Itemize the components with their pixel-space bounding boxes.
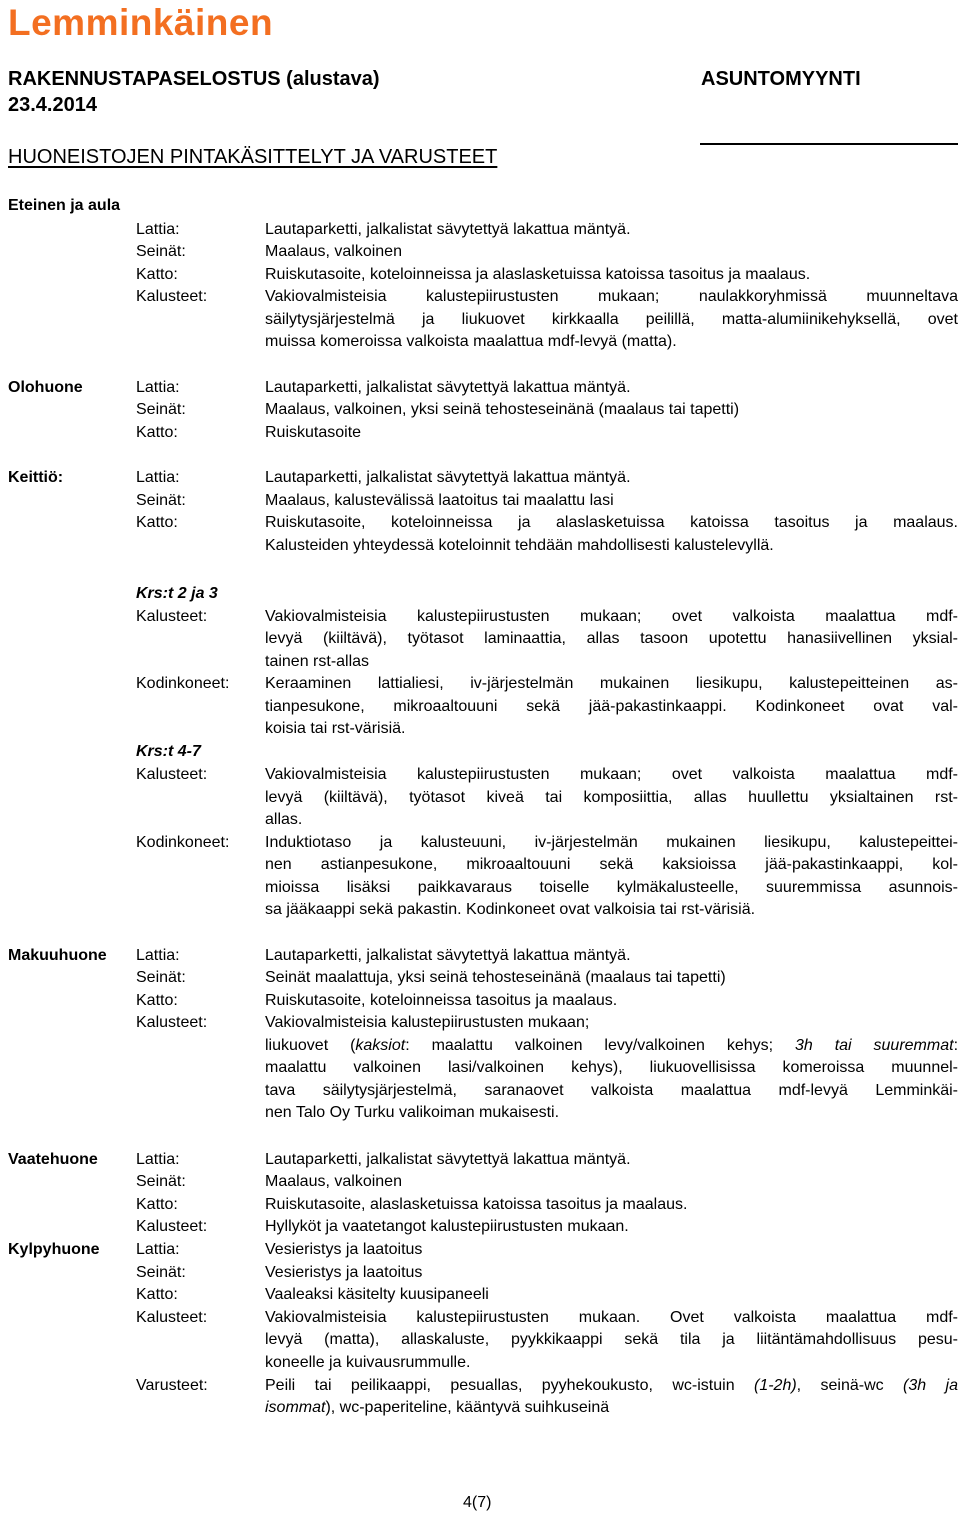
- value-katto: Ruiskutasoite, koteloinneissa tasoitus ja maalaus.: [265, 992, 618, 1009]
- value-kalusteet-line: koneelle ja kuivausrummulle.: [265, 1354, 471, 1371]
- label-lattia: Lattia:: [136, 947, 180, 964]
- value-kodinkoneet-line: mioissa lisäksi paikkavaraus toiselle kylmäkalusteelle, suuremmissa asunnois-: [265, 879, 958, 896]
- room-name-olohuone: Olohuone: [8, 379, 83, 396]
- value-kalusteet-line: Vakiovalmisteisia kalustepiirustusten mukaan; ovet valkoista maalattua mdf-: [265, 766, 958, 783]
- text-run-italic: isommat: [265, 1399, 326, 1416]
- value-katto-line: Ruiskutasoite, koteloinneissa ja alaslasketuissa katoissa tasoitus ja maalaus.: [265, 514, 958, 531]
- value-kalusteet-line: maalattu valkoinen lasi/valkoinen kehys), liukuovellisissa komeroissa muunnel-: [265, 1059, 958, 1076]
- label-seinat: Seinät:: [136, 1173, 186, 1190]
- section-title: HUONEISTOJEN PINTAKÄSITTELYT JA VARUSTEET: [8, 146, 498, 168]
- document-date: 23.4.2014: [8, 94, 97, 116]
- label-katto: Katto:: [136, 1286, 178, 1303]
- company-logo: Lemminkäinen: [8, 2, 274, 43]
- value-kalusteet-line: levyä (kiiltävä), työtasot kiveä tai komposiittia, allas huullettu yksialtainen rst-: [265, 789, 958, 806]
- label-kalusteet: Kalusteet:: [136, 1309, 208, 1326]
- value-varusteet-line: [265, 1397, 609, 1419]
- value-kalusteet: Hyllyköt ja vaatetangot kalustepiirustusten mukaan.: [265, 1218, 629, 1235]
- page-number: 4(7): [463, 1494, 492, 1511]
- value-kodinkoneet-line: koisia tai rst-värisiä.: [265, 720, 406, 737]
- value-kodinkoneet-line: sa jääkaappi sekä pakastin. Kodinkoneet ovat valkoisia tai rst-värisiä.: [265, 901, 756, 918]
- value-kalusteet-line: Vakiovalmisteisia kalustepiirustusten mukaan; ovet valkoista maalattua mdf-: [265, 608, 958, 625]
- value-lattia: Vesieristys ja laatoitus: [265, 1241, 423, 1258]
- value-kalusteet-line: allas.: [265, 811, 303, 828]
- value-katto-line: Kalusteiden yhteydessä koteloinnit tehdään mahdollisesti kalustelevyllä.: [265, 537, 774, 554]
- label-katto: Katto:: [136, 266, 178, 283]
- label-lattia: Lattia:: [136, 1151, 180, 1168]
- document-category: ASUNTOMYYNTI: [701, 68, 861, 90]
- label-seinat: Seinät:: [136, 1264, 186, 1281]
- value-seinat: Maalaus, valkoinen: [265, 243, 402, 260]
- text-run: ), wc-paperiteline, kääntyvä suihkuseinä: [325, 1399, 610, 1416]
- text-run-italic: kaksiot: [355, 1037, 406, 1054]
- value-kalusteet-line: tava säilytysjärjestelmä, saranaovet valkoista maalattua mdf-levyä Lemminkäi-: [265, 1082, 958, 1099]
- value-katto: Ruiskutasoite, koteloinneissa ja alaslasketuissa katoissa tasoitus ja maalaus.: [265, 266, 811, 283]
- value-varusteet-line: [265, 1375, 958, 1397]
- label-katto: Katto:: [136, 514, 178, 531]
- room-name-eteinen: Eteinen ja aula: [8, 197, 121, 214]
- value-kodinkoneet-line: tianpesukone, mikroaaltouuni sekä jää-pakastinkaappi. Kodinkoneet ovat val-: [265, 698, 958, 715]
- label-lattia: Lattia:: [136, 379, 180, 396]
- floor-group-heading: Krs:t 4-7: [136, 743, 201, 760]
- room-name-kylpyhuone: Kylpyhuone: [8, 1241, 100, 1258]
- value-kodinkoneet-line: nen astianpesukone, mikroaaltouuni sekä kaksioissa jää-pakastinkaappi, kol-: [265, 856, 958, 873]
- label-katto: Katto:: [136, 1196, 178, 1213]
- value-kalusteet-line: Vakiovalmisteisia kalustepiirustusten mukaan. Ovet valkoista maalattua mdf-: [265, 1309, 958, 1326]
- text-run: :: [953, 1037, 959, 1054]
- label-katto: Katto:: [136, 992, 178, 1009]
- value-seinat: Maalaus, valkoinen, yksi seinä tehosteseinänä (maalaus tai tapetti): [265, 401, 740, 418]
- text-run: , seinä-wc: [796, 1377, 904, 1394]
- label-seinat: Seinät:: [136, 492, 186, 509]
- value-kalusteet-line: [265, 1035, 958, 1057]
- value-seinat: Maalaus, valkoinen: [265, 1173, 402, 1190]
- label-seinat: Seinät:: [136, 969, 186, 986]
- value-lattia: Lautaparketti, jalkalistat sävytettyä lakattua mäntyä.: [265, 221, 631, 238]
- value-kalusteet-line: säilytysjärjestelmä ja liukuovet kirkkaalla peilillä, matta-alumiinikehyksellä, ovet: [265, 311, 958, 328]
- value-katto: Vaaleaksi käsitelty kuusipaneeli: [265, 1286, 489, 1303]
- value-kalusteet-line: levyä (matta), allaskaluste, pyykkikaappi sekä tila ja liitäntämahdollisuus pesu-: [265, 1331, 958, 1348]
- value-kodinkoneet-line: Induktiotaso ja kalusteuuni, iv-järjestelmän mukainen liesikupu, kalustepeittei-: [265, 834, 958, 851]
- value-katto: Ruiskutasoite, alaslasketuissa katoissa tasoitus ja maalaus.: [265, 1196, 688, 1213]
- room-name-makuuhuone: Makuuhuone: [8, 947, 107, 964]
- label-seinat: Seinät:: [136, 243, 186, 260]
- text-run: : maalattu valkoinen levy/valkoinen kehys;: [405, 1037, 795, 1054]
- room-name-vaatehuone: Vaatehuone: [8, 1151, 98, 1168]
- document-title: RAKENNUSTAPASELOSTUS (alustava): [8, 68, 380, 90]
- value-katto: Ruiskutasoite: [265, 424, 362, 441]
- text-run: liukuovet (: [265, 1037, 356, 1054]
- label-kodinkoneet: Kodinkoneet:: [136, 834, 230, 851]
- text-run-italic: 3h tai suuremmat: [794, 1037, 954, 1054]
- value-kalusteet-line: tainen rst-allas: [265, 653, 370, 670]
- value-kalusteet-line: levyä (kiiltävä), työtasot laminaattia, allas tasoon upotettu hanasiivellinen yksial-: [265, 630, 958, 647]
- label-kalusteet: Kalusteet:: [136, 608, 208, 625]
- label-katto: Katto:: [136, 424, 178, 441]
- text-run: Peili tai peilikaappi, pesuallas, pyyhekoukusto, wc-istuin: [265, 1377, 754, 1394]
- value-seinat: Seinät maalattuja, yksi seinä tehosteseinänä (maalaus tai tapetti): [265, 969, 726, 986]
- value-kodinkoneet-line: Keraaminen lattialiesi, iv-järjestelmän mukainen liesikupu, kalustepeitteinen as-: [265, 675, 958, 692]
- value-seinat: Maalaus, kalustevälissä laatoitus tai maalattu lasi: [265, 492, 614, 509]
- value-lattia: Lautaparketti, jalkalistat sävytettyä lakattua mäntyä.: [265, 1151, 631, 1168]
- text-run-italic: (3h ja: [903, 1377, 958, 1394]
- value-lattia: Lautaparketti, jalkalistat sävytettyä lakattua mäntyä.: [265, 379, 631, 396]
- value-lattia: Lautaparketti, jalkalistat sävytettyä lakattua mäntyä.: [265, 469, 631, 486]
- text-run-italic: (1-2h): [753, 1377, 797, 1394]
- value-kalusteet-line: nen Talo Oy Turku valikoiman mukaisesti.: [265, 1104, 560, 1121]
- label-kalusteet: Kalusteet:: [136, 1014, 208, 1031]
- label-kodinkoneet: Kodinkoneet:: [136, 675, 230, 692]
- room-name-keittio: Keittiö:: [8, 469, 64, 486]
- value-kalusteet-line: Vakiovalmisteisia kalustepiirustusten mukaan;: [265, 1014, 590, 1031]
- label-kalusteet: Kalusteet:: [136, 288, 208, 305]
- floor-group-heading: Krs:t 2 ja 3: [136, 585, 218, 602]
- label-lattia: Lattia:: [136, 221, 180, 238]
- label-seinat: Seinät:: [136, 401, 186, 418]
- label-varusteet: Varusteet:: [136, 1377, 208, 1394]
- label-lattia: Lattia:: [136, 469, 180, 486]
- value-lattia: Lautaparketti, jalkalistat sävytettyä lakattua mäntyä.: [265, 947, 631, 964]
- header-rule: [700, 143, 958, 145]
- value-kalusteet-line: muissa komeroissa valkoista maalattua mdf-levyä (matta).: [265, 333, 677, 350]
- label-lattia: Lattia:: [136, 1241, 180, 1258]
- label-kalusteet: Kalusteet:: [136, 766, 208, 783]
- label-kalusteet: Kalusteet:: [136, 1218, 208, 1235]
- value-kalusteet-line: Vakiovalmisteisia kalustepiirustusten mukaan; naulakkoryhmissä muunneltava: [265, 288, 958, 305]
- value-seinat: Vesieristys ja laatoitus: [265, 1264, 423, 1281]
